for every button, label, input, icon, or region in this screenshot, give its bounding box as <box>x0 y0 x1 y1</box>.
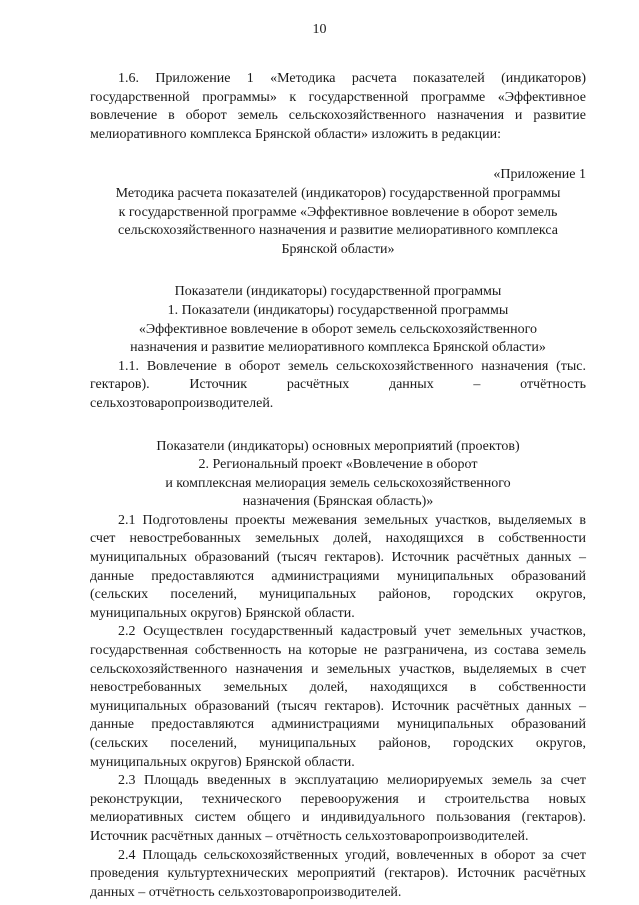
section2-heading <box>90 438 586 512</box>
intro-paragraph: 1.6. Приложение 1 «Методика расчета показателей (индикаторов) государственной программы» к государственной программе «Эффективное вовлечение в оборот земель сельскохозяйственного назначения и развитие мелиоративного комплекса Брянской области» изложить в редакции: <box>90 71 586 142</box>
appendix-title-line: сельскохозяйственного назначения и развитие мелиоративного комплекса <box>118 223 558 239</box>
appendix-label: «Приложение 1 <box>493 167 586 183</box>
item-2-3: 2.3 Площадь введенных в эксплуатацию мелиорируемых земель за счет реконструкции, технического перевооружения и строительства новых мелиоративных систем общего и индивидуального пользования (гектаров). Источник расчётных данных – отчётность сельхозтоваропроизводителей. <box>90 773 586 844</box>
document-body <box>90 70 586 902</box>
item-2-4: 2.4 Площадь сельскохозяйственных угодий, вовлеченных в оборот за счет проведения культуртехнических мероприятий (гектаров). Источник расчётных данных – отчётность сельхозтоваропроизводителей. <box>90 847 586 900</box>
item-1-1: 1.1. Вовлечение в оборот земель сельскохозяйственного назначения (тыс. гектаров). Источник расчётных данных – отчётность сельхозтоваропроизводителей. <box>90 358 586 411</box>
section1-heading <box>90 283 586 357</box>
section1-heading-line: 1. Показатели (индикаторы) государственной программы <box>167 302 509 318</box>
appendix-title-line: Методика расчета показателей (индикаторов) государственной программы <box>115 185 561 201</box>
appendix-title-line: Брянской области» <box>281 241 395 257</box>
appendix-title-line: к государственной программе «Эффективное вовлечение в оборот земель <box>118 204 558 220</box>
section1-heading-line: назначения и развитие мелиоративного комплекса Брянской области» <box>130 340 546 356</box>
section2-heading-line: Показатели (индикаторы) основных мероприятий (проектов) <box>156 438 520 454</box>
section1-heading-line: Показатели (индикаторы) государственной программы <box>174 284 502 300</box>
section1-heading-line: «Эффективное вовлечение в оборот земель сельскохозяйственного <box>138 321 538 337</box>
section2-heading-line: 2. Региональный проект «Вовлечение в оборот <box>198 457 478 473</box>
section2-heading-line: и комплексная мелиорация земель сельскохозяйственного <box>165 475 511 491</box>
section2-heading-line: назначения (Брянская область)» <box>242 494 434 510</box>
item-2-1: 2.1 Подготовлены проекты межевания земельных участков, выделяемых в счет невостребованных земельных долей, находящихся в собственности муниципальных образований (тысяч гектаров). Источник расчётных данных – данные предоставляются администрациями муниципальных образований (сельских поселений, муниципальных районов, городских округов, муниципальных округов) Брянской области. <box>90 512 586 621</box>
appendix-title <box>90 185 586 259</box>
page-number: 10 <box>312 22 327 37</box>
item-2-2: 2.2 Осуществлен государственный кадастровый учет земельных участков, государственная собственность на которые не разграничена, из состава земель сельскохозяйственного назначения и земельных участков, выделяемых в счет невостребованных земельных долей, находящихся в собственности муниципальных образований (тысяч гектаров). Источник расчётных данных – данные предоставляются администрациями муниципальных образований (сельских поселений, муниципальных районов, городских округов, муниципальных округов) Брянской области. <box>90 624 586 770</box>
